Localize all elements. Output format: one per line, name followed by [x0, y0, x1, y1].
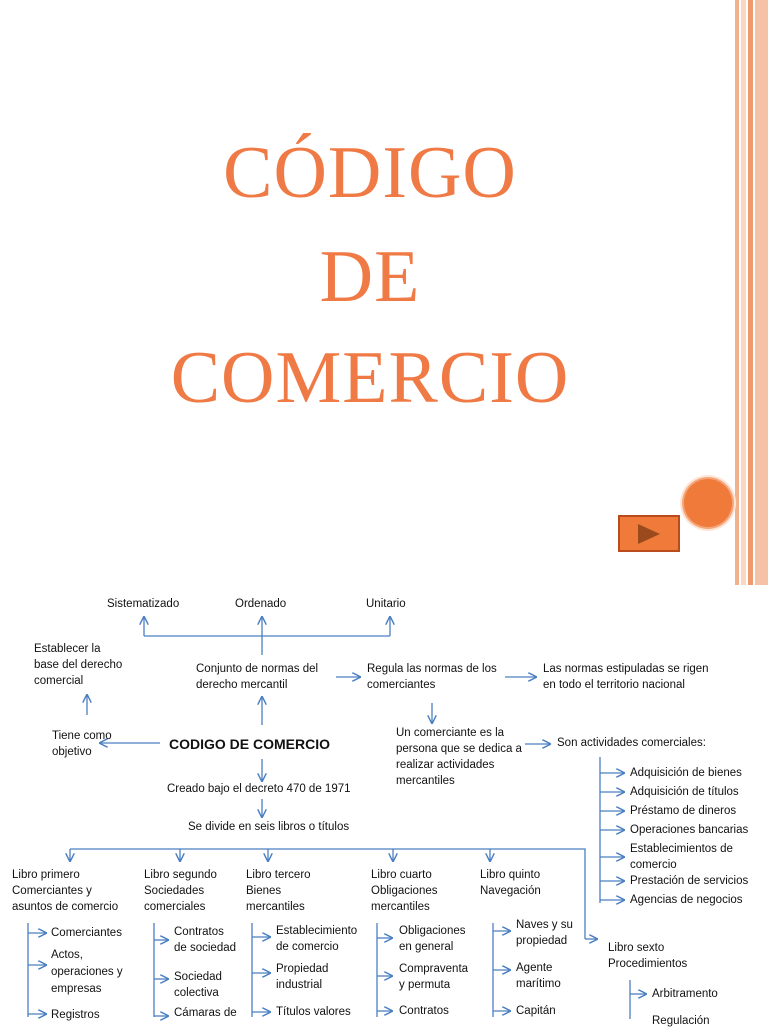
actividad-item: Prestación de servicios [630, 875, 749, 887]
libro2-item: colectiva [174, 987, 219, 999]
libro6-line-2: Procedimientos [608, 958, 688, 970]
node-normas-line-2: en todo el territorio nacional [543, 679, 685, 691]
libro4-item: en general [399, 941, 454, 953]
libro5-line-2: Navegación [480, 885, 541, 897]
node-regula-line-1: Regula las normas de los [367, 663, 497, 675]
node-regula-line-2: comerciantes [367, 679, 436, 691]
node-son-actividades: Son actividades comerciales: [557, 737, 706, 749]
slide-title-line-3: COMERCIO [170, 337, 570, 419]
libro3-line-1: Libro tercero [246, 869, 311, 881]
node-comerciante-line-4: mercantiles [396, 775, 455, 787]
libro1-line-1: Libro primero [12, 869, 80, 881]
actividad-item: Agencias de negocios [630, 894, 743, 906]
libro4-line-1: Libro cuarto [371, 869, 432, 881]
node-codigo-de-comercio: CODIGO DE COMERCIO [169, 736, 331, 752]
libro3-line-3: mercantiles [246, 901, 305, 913]
libro1-line-2: Comerciantes y [12, 885, 92, 897]
libro4-item: Obligaciones [399, 925, 466, 937]
libro2-item: Cámaras de [174, 1007, 237, 1019]
libro2-item: Sociedad [174, 971, 222, 983]
libro3-item: Títulos valores [276, 1006, 351, 1018]
node-conjunto-line-2: derecho mercantil [196, 679, 288, 691]
libro1-item: operaciones y [51, 966, 123, 978]
node-divide: Se divide en seis libros o títulos [188, 821, 350, 833]
actividad-item: Establecimientos de [630, 843, 733, 855]
libro4-item: Contratos [399, 1005, 449, 1017]
libro3-item: industrial [276, 979, 323, 991]
decorative-circle [684, 479, 732, 527]
libro1-item: Actos, [51, 949, 83, 961]
libro2-item: Contratos [174, 926, 224, 938]
slide-title-line-2: DE [319, 236, 421, 318]
libro3-item: Establecimiento [276, 925, 358, 937]
node-objetivo-line-2: base del derecho [34, 659, 123, 671]
libro4-item: Compraventa [399, 963, 469, 975]
actividad-item: Operaciones bancarias [630, 824, 749, 836]
node-unitario: Unitario [366, 598, 406, 610]
libro1-item: Registros [51, 1009, 100, 1021]
slide-title-line-1: CÓDIGO [223, 132, 517, 214]
libro6-item: Arbitramento [652, 988, 718, 1000]
libro3-item: Propiedad [276, 963, 329, 975]
actividad-item: Préstamo de dineros [630, 805, 737, 817]
node-ordenado: Ordenado [235, 598, 287, 610]
libro4-item: y permuta [399, 979, 451, 991]
libro1-item: empresas [51, 983, 102, 995]
libro6-line-1: Libro sexto [608, 942, 665, 954]
libro5-line-1: Libro quinto [480, 869, 541, 881]
libro5-item: marítimo [516, 978, 561, 990]
node-tiene-como-line-2: objetivo [52, 746, 92, 758]
libro2-line-1: Libro segundo [144, 869, 217, 881]
libro3-item: de comercio [276, 941, 339, 953]
node-comerciante-line-2: persona que se dedica a [396, 743, 522, 755]
libro3-line-2: Bienes [246, 885, 282, 897]
libro4-line-3: mercantiles [371, 901, 430, 913]
node-comerciante-line-1: Un comerciante es la [396, 727, 505, 739]
node-comerciante-line-3: realizar actividades [396, 759, 495, 771]
next-slide-button[interactable] [618, 515, 680, 552]
node-tiene-como-line-1: Tiene como [52, 730, 112, 742]
concept-map [0, 585, 768, 1027]
libro5-item: propiedad [516, 935, 568, 947]
node-conjunto-line-1: Conjunto de normas del [196, 663, 319, 675]
libro1-line-3: asuntos de comercio [12, 901, 119, 913]
node-sistematizado: Sistematizado [107, 598, 180, 610]
actividad-item: comercio [630, 859, 677, 871]
node-normas-line-1: Las normas estipuladas se rigen [543, 663, 709, 675]
libro2-item: de sociedad [174, 942, 237, 954]
libro5-item: Naves y su [516, 919, 573, 931]
libro6-item: Regulación [652, 1015, 710, 1027]
play-triangle-icon [636, 523, 662, 545]
actividad-item: Adquisición de bienes [630, 767, 742, 779]
libro1-item: Comerciantes [51, 927, 122, 939]
node-objetivo-line-3: comercial [34, 675, 84, 687]
libro5-item: Agente [516, 962, 553, 974]
actividad-item: Adquisición de títulos [630, 786, 739, 798]
libro2-line-3: comerciales [144, 901, 206, 913]
libro4-line-2: Obligaciones [371, 885, 438, 897]
node-objetivo-line-1: Establecer la [34, 643, 101, 655]
libro2-line-2: Sociedades [144, 885, 205, 897]
libro5-item: Capitán [516, 1005, 556, 1017]
node-creado: Creado bajo el decreto 470 de 1971 [167, 783, 351, 795]
